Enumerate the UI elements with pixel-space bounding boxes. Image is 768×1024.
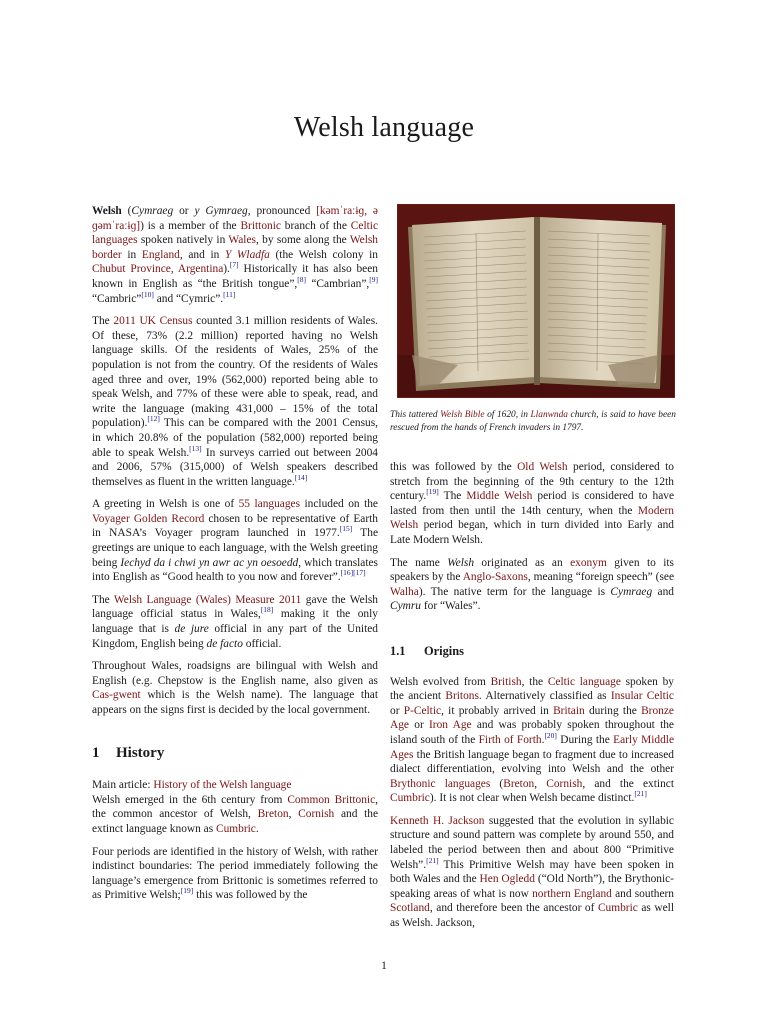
ref-14[interactable]: [14] xyxy=(294,472,308,482)
link-britain[interactable]: Britain xyxy=(553,704,585,717)
history-paragraph-2: Four periods are identified in the history of Welsh, with rather indistinct boundaries: The period immediately following the language’s emergence from Brittonic is sometimes referred to as Primitive Welsh;[19] this was followed by the xyxy=(92,845,378,902)
book-illustration xyxy=(398,205,674,397)
link-2011-census[interactable]: 2011 UK Census xyxy=(113,315,193,328)
figure-caption: This tattered Welsh Bible of 1620, in Llanwnda church, is said to have been rescued from the hands of French invaders in 1797. xyxy=(390,410,676,433)
ref-11[interactable]: [11] xyxy=(223,289,236,299)
link-cornish-2[interactable]: Cornish xyxy=(546,777,583,790)
ref-13[interactable]: [13] xyxy=(189,443,202,453)
ipa-link[interactable]: [kəmˈraːɨɡ, ə ɡəmˈraːɨɡ] xyxy=(92,205,378,232)
intro-paragraph-4: The Welsh Language (Wales) Measure 2011 gave the Welsh language official status in Wales,[18] making it the only language that is de jure official in any part of the United Kingdom, English being de facto official. xyxy=(92,593,378,650)
link-cas-gwent[interactable]: Cas-gwent xyxy=(92,689,141,702)
link-brittonic[interactable]: Brittonic xyxy=(240,219,281,232)
link-firth-of-forth[interactable]: Firth of Forth xyxy=(478,733,542,746)
link-breton[interactable]: Breton xyxy=(257,808,289,821)
link-chubut[interactable]: Chubut Province, Argentina xyxy=(92,263,224,276)
origins-paragraph-1: Welsh evolved from British, the Celtic language spoken by the ancient Britons. Alternatively classified as Insular Celtic or P-Celtic, it probably arrived in Britain during the Bronze Age or Iron Age and was probably spoken throughout the island south of the Firth of Forth.[20] During the Early Middle Ages the British language began to fragment due to increased dialect differentiation, evolving into Welsh and the other Brythonic languages (Breton, Cornish, and the extinct Cumbric). It is not clear when Welsh became distinct.[21] xyxy=(390,675,675,805)
link-hen-ogledd[interactable]: Hen Ogledd xyxy=(479,873,535,886)
link-cornish[interactable]: Cornish xyxy=(298,808,335,821)
link-british[interactable]: British xyxy=(490,675,522,688)
link-common-brittonic[interactable]: Common Brittonic xyxy=(287,793,376,806)
link-kenneth-jackson[interactable]: Kenneth H. Jackson xyxy=(390,814,485,827)
link-breton-2[interactable]: Breton xyxy=(503,777,535,790)
ref-16-17[interactable]: [16][17] xyxy=(340,568,366,578)
ref-12[interactable]: [12] xyxy=(147,414,160,424)
link-walha[interactable]: Walha xyxy=(390,585,419,598)
section-heading-history: 1 History xyxy=(92,744,165,761)
ref-19[interactable]: [19] xyxy=(180,886,194,896)
history-paragraph-2-cont: this was followed by the Old Welsh period, considered to stretch from the beginning of the 9th century to the 12th century.[19] The Middle Welsh period is considered to have lasted from then until the 14th century, when the Modern Welsh period began, which in turn divided into Early and Late Modern Welsh. xyxy=(390,461,675,546)
history-paragraph-3: The name Welsh originated as an exonym given to its speakers by the Anglo-Saxons, meaning “foreign speech” (see Walha). The native term for the language is Cymraeg and Cymru for “Wales”. xyxy=(390,556,674,613)
link-early-middle-ages[interactable]: Early Middle Ages xyxy=(390,733,675,761)
link-england[interactable]: England xyxy=(141,248,180,261)
left-column xyxy=(92,204,378,903)
link-middle-welsh[interactable]: Middle Welsh xyxy=(466,490,533,503)
intro-paragraph-3: A greeting in Welsh is one of 55 languages included on the Voyager Golden Record chosen to be representative of Earth in NASA’s Voyager program launched in 1977.[15] The greetings are unique to each language, with the Welsh greeting being Iechyd da i chwi yn awr ac yn oesoedd, which translates into English as “Good health to you now and forever”.[16][17] xyxy=(92,498,378,584)
link-bronze-age[interactable]: Bronze Age xyxy=(390,704,674,732)
ref-21[interactable]: [21] xyxy=(634,789,647,799)
link-insular-celtic[interactable]: Insular Celtic xyxy=(610,690,674,703)
link-welsh-border[interactable]: Welsh border xyxy=(92,234,378,261)
ref-19b[interactable]: [19] xyxy=(426,487,439,497)
link-iron-age[interactable]: Iron Age xyxy=(429,719,472,732)
ref-8[interactable]: [8] xyxy=(297,274,306,284)
ref-10[interactable]: [10] xyxy=(141,289,154,299)
link-cumbric[interactable]: Cumbric xyxy=(216,822,256,835)
link-history-article[interactable]: History of the Welsh language xyxy=(153,779,292,792)
link-modern-welsh[interactable]: Modern Welsh xyxy=(390,504,674,532)
link-voyager-record[interactable]: Voyager Golden Record xyxy=(92,512,205,525)
ref-20[interactable]: [20] xyxy=(544,730,557,740)
link-55-languages[interactable]: 55 languages xyxy=(238,498,301,511)
page-number: 1 xyxy=(381,960,387,972)
link-language-measure[interactable]: Welsh Language (Wales) Measure 2011 xyxy=(113,593,302,606)
link-brythonic-languages[interactable]: Brythonic languages xyxy=(390,777,491,790)
right-column xyxy=(390,460,674,939)
link-anglo-saxons[interactable]: Anglo-Saxons xyxy=(462,571,528,584)
link-celtic-languages[interactable]: Celtic languages xyxy=(92,219,378,247)
ref-15[interactable]: [15] xyxy=(339,524,353,534)
welsh-bible-photo xyxy=(397,204,675,398)
link-scotland[interactable]: Scotland xyxy=(390,902,430,915)
link-britons[interactable]: Britons xyxy=(445,690,479,703)
link-welsh-bible[interactable]: Welsh Bible xyxy=(440,410,485,420)
intro-paragraph-5: Throughout Wales, roadsigns are bilingual with Welsh and English (e.g. Chepstow is the English name, also given as Cas-gwent which is the Welsh name). The language that appears on the signs first is decided by the local government. xyxy=(92,660,378,716)
link-cumbric-2[interactable]: Cumbric xyxy=(390,792,430,805)
main-article-note: Main article: History of the Welsh language xyxy=(92,779,292,792)
term-welsh: Welsh xyxy=(92,205,122,217)
page-title: Welsh language xyxy=(293,112,475,143)
ref-18[interactable]: [18] xyxy=(260,605,274,615)
intro-paragraph-2: The 2011 UK Census counted 3.1 million residents of Wales. Of these, 73% (2.2 million) reported having no Welsh language skills. Of the residents of Wales, 25% of the population is not from the country. Of the residents of Wales aged three and over, 19% (562,000) reported being able to speak Welsh, and 77% of these were able to speak, read, and write the language (making 431,000 – 15% of the total population).[12] This can be compared with the 2001 Census, in which 20.8% of the population (582,000) reported being able to speak Welsh.[13] In surveys carried out between 2004 and 2006, 57% (315,000) of Welsh speakers described themselves as fluent in the written language.[14] xyxy=(92,315,378,488)
intro-paragraph-1: Welsh (Cymraeg or y Gymraeg, pronounced [kəmˈraːɨɡ, ə ɡəmˈraːɨɡ]) is a member of the Brittonic branch of the Celtic languages spoken natively in Wales, by some along the Welsh border in England, and in Y Wladfa (the Welsh colony in Chubut Province, Argentina).[7] Historically it has also been known in English as “the British tongue”,[8] “Cambrian”,[9] “Cambric”[10] and “Cymric”.[11] xyxy=(92,205,378,305)
link-old-welsh[interactable]: Old Welsh xyxy=(517,461,568,473)
link-llanwnda[interactable]: Llanwnda xyxy=(530,410,568,420)
link-celtic-language[interactable]: Celtic language xyxy=(547,675,621,688)
link-y-wladfa[interactable]: Y Wladfa xyxy=(224,248,270,261)
link-p-celtic[interactable]: P-Celtic xyxy=(403,704,442,717)
link-wales[interactable]: Wales xyxy=(228,234,256,247)
ref-7[interactable]: [7] xyxy=(229,260,239,270)
ref-21b[interactable]: [21] xyxy=(426,855,439,865)
link-exonym[interactable]: exonym xyxy=(570,556,607,569)
origins-paragraph-2: Kenneth H. Jackson suggested that the evolution in syllabic structure and sound pattern was complete by around 550, and labeled the period between then and about 800 “Primitive Welsh”.[21] This Primitive Welsh may have been spoken in both Wales and the Hen Ogledd (“Old North”), the Brythonic-speaking areas of what is now northern England and southern Scotland, and therefore been the ancestor of Cumbric as well as Welsh. Jackson, xyxy=(390,814,674,930)
section-heading-origins: 1.1 Origins xyxy=(390,643,464,658)
link-northern-england[interactable]: northern England xyxy=(532,887,612,900)
ref-9[interactable]: [9] xyxy=(369,274,378,284)
link-cumbric-3[interactable]: Cumbric xyxy=(597,902,638,915)
history-paragraph-1: Welsh emerged in the 6th century from Common Brittonic, the common ancestor of Welsh, Breton, Cornish and the extinct language known as Cumbric. xyxy=(92,793,379,835)
